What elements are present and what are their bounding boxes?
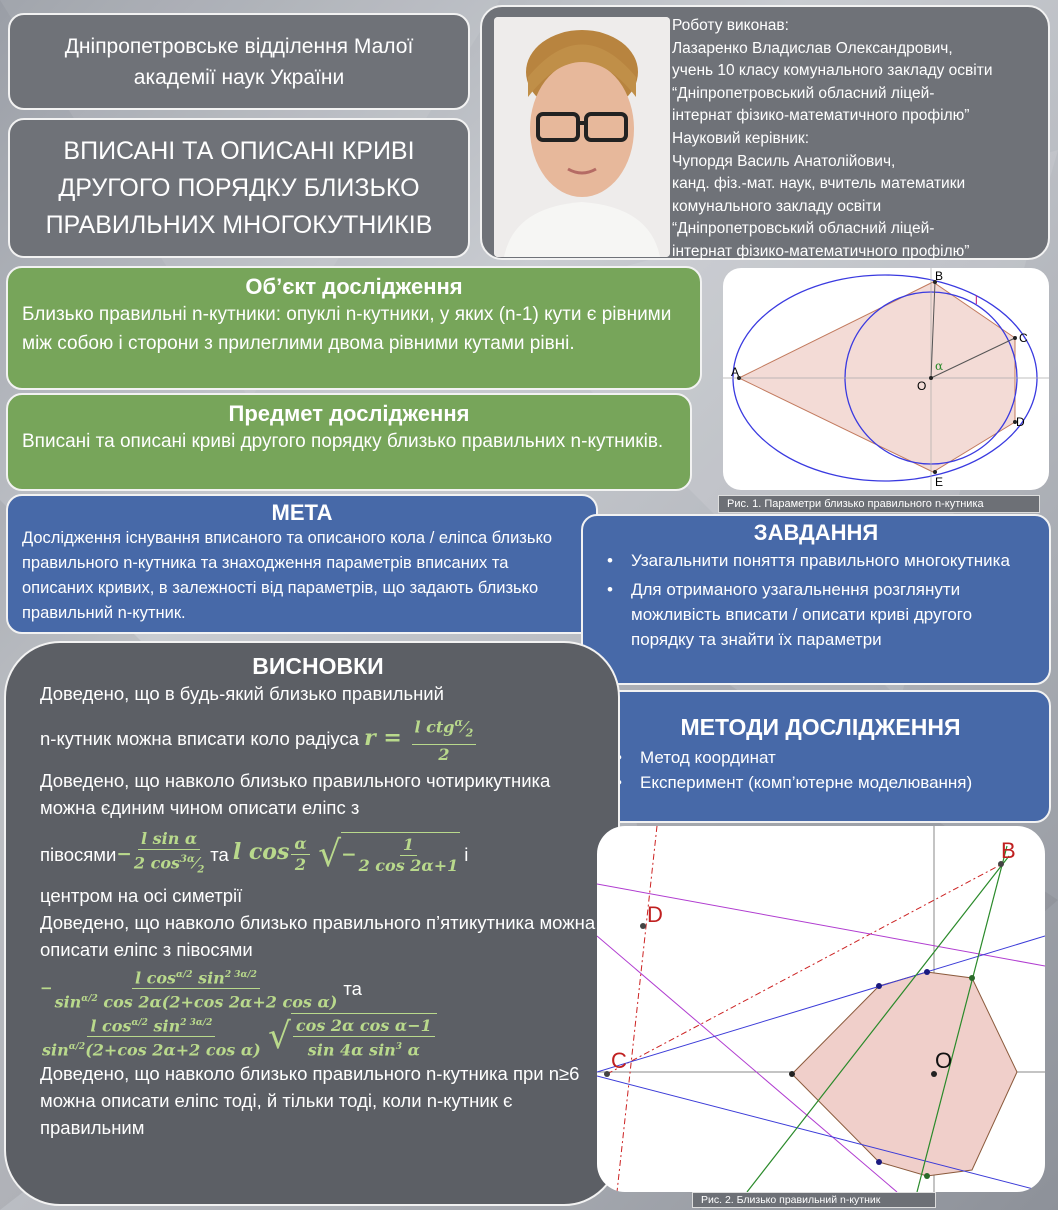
- formula-pentagon-a: − $\frac{l \cos^{\alpha/2} \sin^{2 3\alpha/2}}{\sin^{\alpha/2} \cos 2\alpha(2+\cos 2\alpha+2 \cos \alpha)}$: [40, 965, 339, 1013]
- conclusion-1b-row: [40, 713, 596, 765]
- task-item: • Для отриманого узагальнення розглянути можливість вписати / описати криві другого порядку та знайти їх параметри: [593, 577, 1039, 652]
- subject-text: Вписані та описані криві другого порядку близько правильних n-кутників.: [22, 431, 664, 452]
- tasks-box: [581, 514, 1051, 685]
- author-line: Чупордя Василь Анатолійович,: [672, 152, 896, 170]
- fig1-label-c: C: [1019, 331, 1028, 345]
- title-box: [8, 118, 470, 258]
- author-box: [480, 5, 1050, 260]
- fig1-label-b: B: [935, 269, 944, 283]
- figure-2-diagram: [597, 826, 1045, 1192]
- conclusion-3-row2: [40, 1013, 596, 1061]
- figure-2: [597, 826, 1045, 1192]
- conclusion-3a: Доведено, що навколо близько правильного п’ятикутника можна описати еліпс з півосями: [40, 912, 596, 961]
- conclusion-2d: центром на осі симетрії: [40, 885, 243, 907]
- conclusions-heading: ВИСНОВКИ: [252, 653, 384, 679]
- conclusion-2-and: та: [210, 843, 229, 865]
- conclusion-3-and: та: [343, 978, 362, 1000]
- figure-1: [723, 268, 1049, 490]
- object-text: Близько правильні n-кутники: опуклі n-кутники, у яких (n-1) кути є рівними між собою і сторони з прилеглими двома рівними кутами рівні.: [22, 304, 672, 354]
- author-info: [672, 15, 1042, 264]
- fig2-label-d: D: [647, 902, 663, 927]
- conclusion-1a: Доведено, що в будь-який близько правильний: [40, 683, 444, 704]
- author-line: учень 10 класу комунального закладу освіти: [672, 62, 993, 80]
- author-line: “Дніпропетровський обласний ліцей-: [672, 84, 935, 102]
- organization-box: [8, 13, 470, 110]
- fig1-label-d: D: [1016, 415, 1025, 429]
- methods-list: [602, 745, 1039, 795]
- author-line: комунального закладу освіти: [672, 197, 882, 215]
- poster-title: ВПИСАНІ ТА ОПИСАНІ КРИВІ ДРУГОГО ПОРЯДКУ БЛИЗЬКО ПРАВИЛЬНИХ МНОГОКУТНИКІВ: [45, 136, 433, 239]
- subject-box: [6, 393, 692, 491]
- tasks-list: [593, 548, 1039, 652]
- author-line: канд. фіз.-мат. наук, вчитель математики: [672, 175, 966, 193]
- conclusion-2c: і: [464, 843, 469, 865]
- figure-1-diagram: [723, 268, 1049, 490]
- author-line: Лазаренко Владислав Олександрович,: [672, 39, 953, 57]
- conclusion-2b: півосями: [40, 843, 117, 865]
- method-item: • Експеримент (комп’ютерне моделювання): [602, 770, 1039, 795]
- object-box: [6, 266, 702, 390]
- conclusion-4: Доведено, що навколо близько правильного n-кутника при n≥6 можна описати еліпс тоді, й тільки тоді, коли n-кутник є правильним: [40, 1063, 580, 1139]
- fig1-label-a: A: [731, 365, 740, 379]
- conclusions-box: [4, 641, 620, 1206]
- fig1-label-e: E: [935, 475, 944, 489]
- goal-heading: МЕТА: [271, 500, 333, 525]
- goal-text: Дослідження існування вписаного та описаного кола / еліпса близько правильного n-кутника та знаходження параметрів вписаних та описаних кривих, в залежності від параметрів, що задають близько правильний n-кутник.: [22, 529, 553, 622]
- fig2-label-o: O: [935, 1048, 953, 1073]
- author-line: Науковий керівник:: [672, 129, 810, 147]
- task-item: • Узагальнити поняття правильного многокутника: [593, 548, 1039, 573]
- methods-box: [590, 690, 1051, 823]
- author-line: “Дніпропетровський обласний ліцей-: [672, 220, 935, 238]
- fig1-label-alpha: α: [935, 359, 944, 373]
- conclusion-2a: Доведено, що навколо близько правильного чотирикутника можна єдиним чином описати еліпс з: [40, 769, 551, 818]
- conclusion-3-row1: [40, 965, 596, 1013]
- author-line: інтернат фізико-математичного профілю”: [672, 242, 970, 260]
- organization-name: Дніпропетровське відділення Малої академії наук України: [64, 34, 414, 89]
- method-item: • Метод координат: [602, 745, 1039, 770]
- fig2-label-b: B: [1001, 838, 1016, 863]
- conclusion-1b: n-кутник можна вписати коло радіуса: [40, 727, 360, 749]
- figure-2-caption: Рис. 2. Близько правильний n-кутник: [692, 1192, 936, 1208]
- fig2-label-c: C: [611, 1048, 627, 1073]
- goal-box: [6, 494, 598, 634]
- author-photo: [494, 17, 670, 257]
- fig1-label-l: l: [975, 293, 978, 307]
- author-line: інтернат фізико-математичного профілю”: [672, 107, 970, 125]
- formula-pentagon-b: $\frac{l \cos^{\alpha/2} \sin^{2 3\alpha/2}}{\sin^{\alpha/2}(2+\cos 2\alpha+2 \cos \alpha)}$ √ $\frac{\text{cos 2α cos α−1}}{\sin 4\alpha \sin^3 \alpha}$: [40, 1013, 437, 1061]
- formula-incircle-radius: r = $\frac{l ctg^\alpha⁄_2}{2}$: [364, 725, 478, 751]
- object-heading: Об’єкт дослідження: [245, 274, 463, 299]
- conclusion-2b-row: [40, 829, 596, 881]
- tasks-heading: ЗАВДАННЯ: [753, 520, 879, 545]
- subject-heading: Предмет дослідження: [228, 401, 470, 426]
- figure-1-caption: Рис. 1. Параметри близько правильного n-кутника: [718, 495, 1040, 513]
- methods-heading: МЕТОДИ ДОСЛІДЖЕННЯ: [680, 714, 961, 740]
- formula-semiaxis-b: l cos $\frac{\alpha}{2}$ √ − $\frac{1}{2 \cos 2\alpha+1}$: [232, 833, 459, 876]
- author-line: Роботу виконав:: [672, 17, 789, 34]
- fig1-label-o: O: [917, 379, 927, 393]
- formula-semiaxis-a: − $\frac{\text{l sin α}}{2 \cos^{3\alpha}⁄_2}$: [116, 828, 205, 876]
